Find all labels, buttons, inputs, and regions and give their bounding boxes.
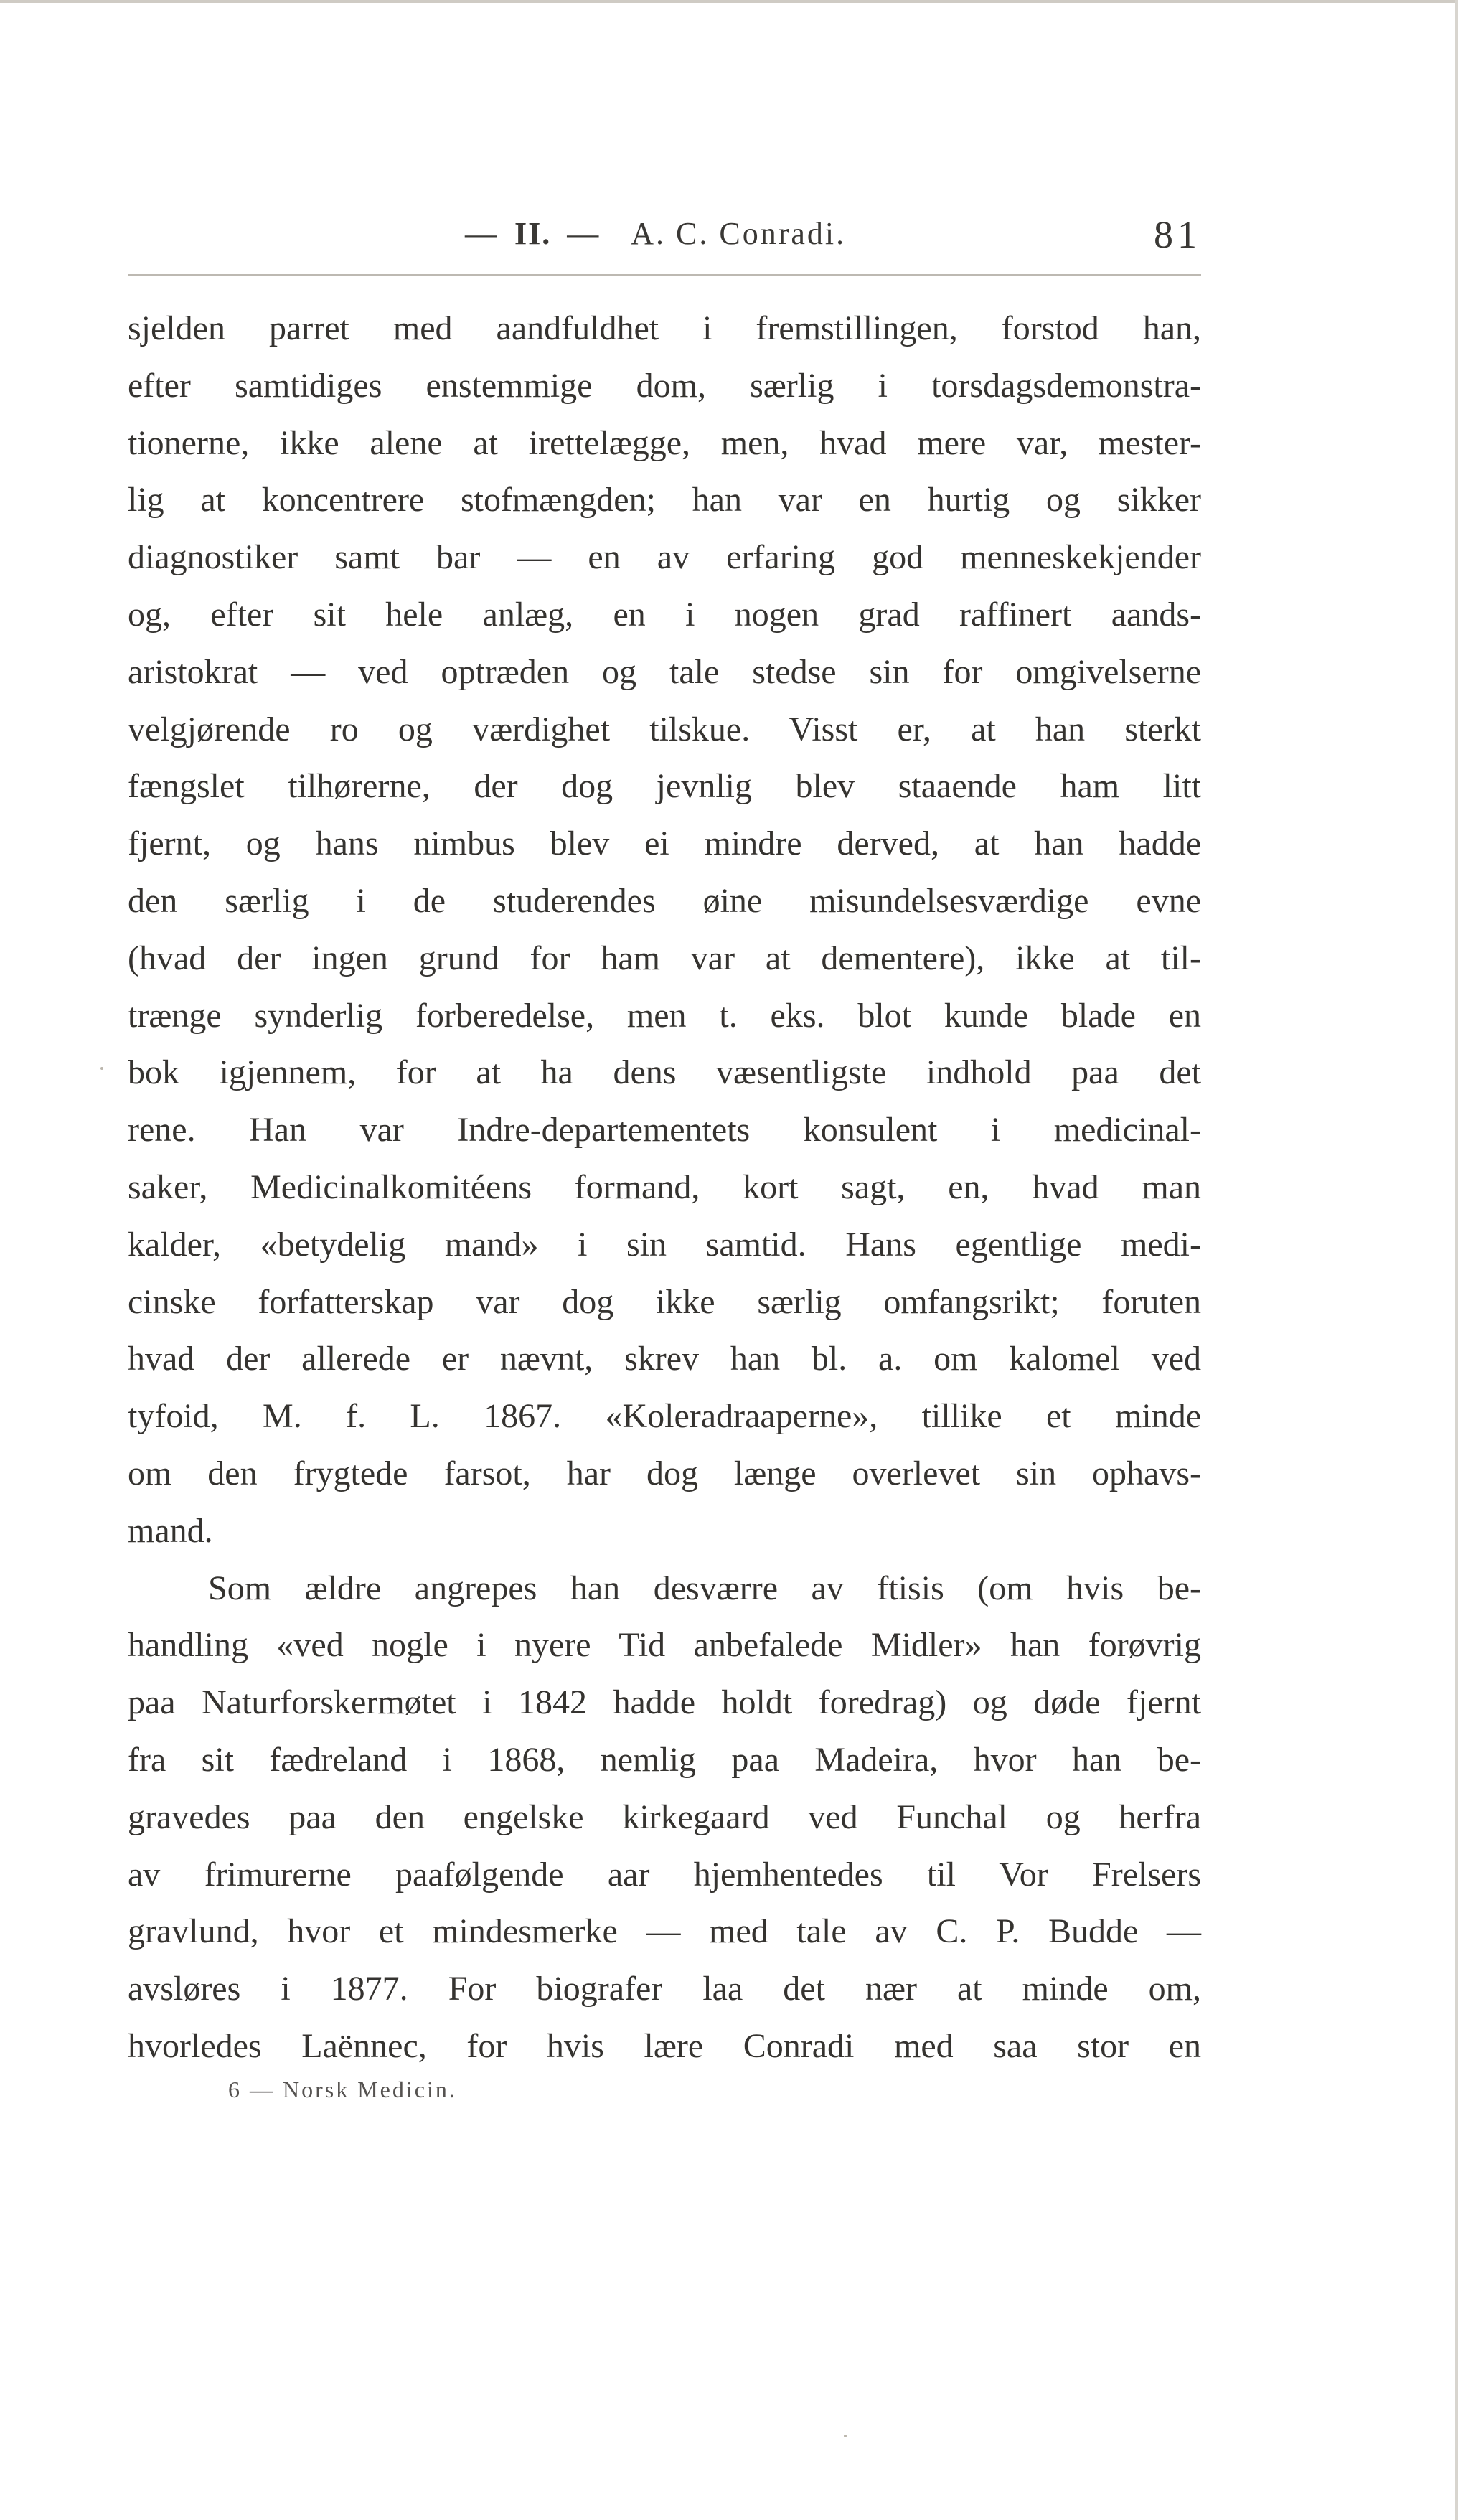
text-line: saker, Medicinalkomitéens formand, kort sagt, en, hvad man xyxy=(128,1167,1201,1206)
running-head-title: A. C. Conradi. xyxy=(631,216,847,251)
text-line: paa Naturforskermøtet i 1842 hadde holdt foredrag) og døde fjernt xyxy=(128,1683,1201,1722)
text-line: (hvad der ingen grund for ham var at dementere), ikke at til- xyxy=(128,939,1201,977)
text-line: hvad der allerede er nævnt, skrev han bl. a. om kalomel ved xyxy=(128,1340,1201,1378)
running-head-right-dash: — xyxy=(567,216,601,251)
text-line: av frimurerne paafølgende aar hjemhentedes til Vor Frelsers xyxy=(128,1855,1201,1894)
text-line: tionerne, ikke alene at irettelægge, men, hvad mere var, mester- xyxy=(128,423,1201,462)
running-head xyxy=(128,212,1201,270)
text-line: gravedes paa den engelske kirkegaard ved Funchal og herfra xyxy=(128,1797,1201,1836)
paper-speck xyxy=(100,1067,103,1070)
paper-speck xyxy=(844,2435,847,2437)
text-line: cinske forfatterskap var dog ikke særlig omfangsrikt; foruten xyxy=(128,1282,1201,1321)
text-line: fængslet tilhørerne, der dog jevnlig blev staaende ham litt xyxy=(128,767,1201,806)
text-line: handling «ved nogle i nyere Tid anbefalede Midler» han forøvrig xyxy=(128,1626,1201,1665)
page-number: 81 xyxy=(1154,213,1201,256)
text-line: avsløres i 1877. For biografer laa det nær at minde om, xyxy=(128,1970,1201,2008)
page-edge-right xyxy=(1455,0,1458,2520)
text-line: kalder, «betydelig mand» i sin samtid. Hans egentlige medi- xyxy=(128,1225,1201,1264)
text-line: tyfoid, M. f. L. 1867. «Koleradraaperne», tillike et minde xyxy=(128,1397,1201,1436)
text-line: lig at koncentrere stofmængden; han var en hurtig og sikker xyxy=(128,481,1201,519)
text-line: gravlund, hvor et mindesmerke — med tale av C. P. Budde — xyxy=(128,1912,1201,1951)
text-line: trænge synderlig forberedelse, men t. eks. blot kunde blade en xyxy=(128,996,1201,1035)
paragraph-end-line: mand. xyxy=(128,1511,213,1550)
running-head-part-number: II. xyxy=(514,216,552,251)
text-line: bok igjennem, for at ha dens væsentligste indhold paa det xyxy=(128,1053,1201,1092)
text-line: om den frygtede farsot, har dog længe overlevet sin ophavs- xyxy=(128,1454,1201,1492)
text-line: efter samtidiges enstemmige dom, særlig i torsdagsdemonstra- xyxy=(128,366,1201,405)
running-head-title-group xyxy=(465,215,846,252)
paragraph-start-line: Som ældre angrepes han desværre av ftisis (om hvis be- xyxy=(208,1569,1201,1607)
text-line: og, efter sit hele anlæg, en i nogen grad raffinert aands- xyxy=(128,595,1201,634)
page-edge-top xyxy=(0,0,1458,3)
text-line: hvorledes Laënnec, for hvis lære Conradi med saa stor en xyxy=(128,2026,1201,2065)
header-rule xyxy=(128,274,1201,276)
text-line: sjelden parret med aandfuldhet i fremstillingen, forstod han, xyxy=(128,309,1201,347)
text-line: aristokrat — ved optræden og tale stedse sin for omgivelserne xyxy=(128,652,1201,691)
text-line: fra sit fædreland i 1868, nemlig paa Madeira, hvor han be- xyxy=(128,1740,1201,1779)
text-line: diagnostiker samt bar — en av erfaring god menneskekjender xyxy=(128,538,1201,577)
body-text xyxy=(128,305,1201,2080)
text-line: den særlig i de studerendes øine misundelsesværdige evne xyxy=(128,881,1201,920)
signature-mark: 6 — Norsk Medicin. xyxy=(228,2077,457,2102)
text-line: velgjørende ro og værdighet tilskue. Visst er, at han sterkt xyxy=(128,710,1201,748)
text-line: rene. Han var Indre-departementets konsulent i medicinal- xyxy=(128,1111,1201,1149)
text-line: fjernt, og hans nimbus blev ei mindre derved, at han hadde xyxy=(128,824,1201,863)
running-head-left-dash: — xyxy=(465,216,499,251)
